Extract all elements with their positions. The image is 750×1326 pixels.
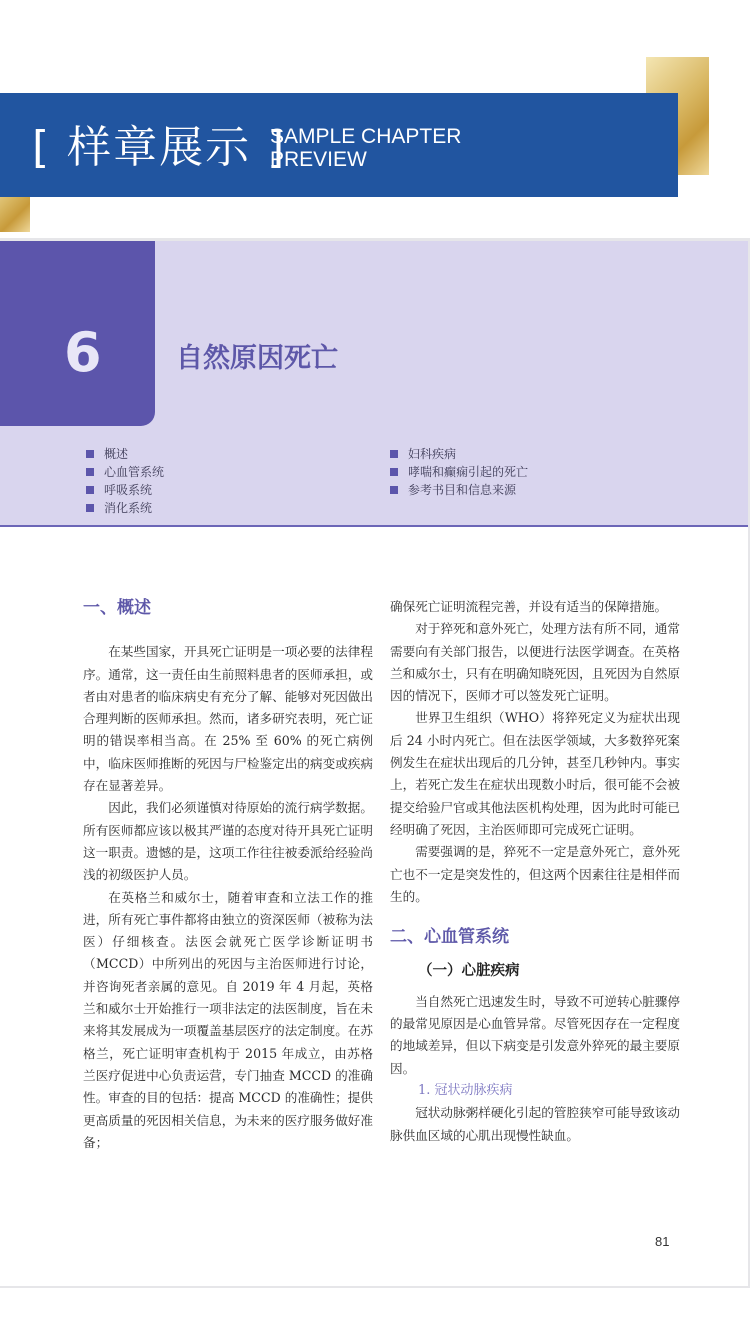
paragraph: 在英格兰和威尔士，随着审查和立法工作的推进，所有死亡事件都将由独立的资深医师（被称为法医）仔细核查。法医会就死亡医学诊断证明书（MCCD）中所列出的死因与主治医师进行讨论，并咨询死者亲属的意见。自 2019 年 4 月起，英格兰和威尔士开始推行一项非法定的法医制度，旨在未来将其发展成为一项覆盖基层医疗的法定制度。在苏格兰，死亡证明审查机构于 2015 年成立，由苏格兰医疗促进中心负责运营，专门抽查 MCCD 的准确性。审查的目的包括：提高 MCCD 的准确性；提供更高质量的死因相关信息，为未来的医疗服务做好准备； [83,889,373,1150]
bullet-square-icon [390,450,398,458]
banner-title-en [270,125,461,171]
subsubheading-coronary: 1. 冠状动脉疾病 [418,1082,513,1098]
toc-item: 概述 [86,445,164,463]
paragraph: 在某些国家，开具死亡证明是一项必要的法律程序。通常，这一责任由生前照料患者的医师承担，或者由对患者的临床病史有充分了解、能够对死因做出合理判断的医师承担。然而，诸多研究表明，死亡证明的错误率相当高。在 25% 至 60% 的死亡病例中，临床医师推断的死因与尸检鉴定出的病变或疾病存在显著差异。 [83,644,373,794]
paragraph: 当自然死亡迅速发生时，导致不可逆转心脏骤停的最常见原因是心血管异常。尽管死因存在一定程度的地域差异，但以下病变是引发意外猝死的最主要原因。 [390,993,680,1076]
chapter-title: 自然原因死亡 [176,343,338,374]
chapter-number-box [0,241,155,426]
paragraph: 冠状动脉粥样硬化引起的管腔狭窄可能导致该动脉供血区域的心肌出现慢性缺血。 [390,1105,680,1143]
toc-item: 呼吸系统 [86,481,164,499]
bullet-square-icon [86,504,94,512]
paragraph: 需要强调的是，猝死不一定是意外死亡，意外死亡也不一定是突发性的，但这两个因素往往是相伴而生的。 [390,844,680,904]
left-column [83,597,373,1154]
toc-item: 心血管系统 [86,463,164,481]
section-heading-overview: 一、概述 [83,598,151,618]
bullet-square-icon [86,468,94,476]
sample-chapter-banner [0,93,678,197]
bullet-square-icon [390,468,398,476]
toc-item: 妇科疾病 [390,445,528,463]
bullet-square-icon [86,450,94,458]
chapter-toc-right [390,445,528,499]
toc-item: 消化系统 [86,499,164,517]
paragraph: 对于猝死和意外死亡，处理方法有所不同，通常需要向有关部门报告，以便进行法医学调查。在英格兰和威尔士，只有在明确知晓死因，且死因为自然原因的情况下，医师才可以签发死亡证明。 [390,621,680,704]
subheading-heart-disease: （一）心脏疾病 [418,963,520,980]
section-heading-cardiovascular: 二、心血管系统 [390,927,509,948]
page-number: 81 [655,1234,670,1249]
banner-title-cn: [ 样章展示 ] [32,122,287,173]
paragraph: 世界卫生组织（WHO）将猝死定义为症状出现后 24 小时内死亡。但在法医学领域，大多数猝死案例发生在症状出现后的几分钟，甚至几秒钟内。事实上，若死亡发生在症状出现数小时后，很可能不会被提交给验尸官或其他法医机构处理，因为此时可能已经明确了死因，主治医师即可完成死亡证明。 [390,710,680,837]
chapter-number: 6 [64,321,102,384]
chapter-toc-left [86,445,164,517]
paragraph-continuation: 确保死亡证明流程完善，并设有适当的保障措施。 [390,599,668,614]
chapter-header [0,241,748,527]
book-page [0,241,748,1286]
right-column [390,596,680,1147]
toc-item: 参考书目和信息来源 [390,481,528,499]
bullet-square-icon [86,486,94,494]
banner-title-en-line2: PREVIEW [270,148,367,171]
banner-title-en-line1: SAMPLE CHAPTER [270,125,462,148]
bullet-square-icon [390,486,398,494]
toc-item: 哮喘和癫痫引起的死亡 [390,463,528,481]
paragraph: 因此，我们必须谨慎对待原始的流行病学数据。所有医师都应该以极其严谨的态度对待开具死亡证明这一职责。遗憾的是，这项工作往往被委派给经验尚浅的初级医护人员。 [83,800,373,883]
